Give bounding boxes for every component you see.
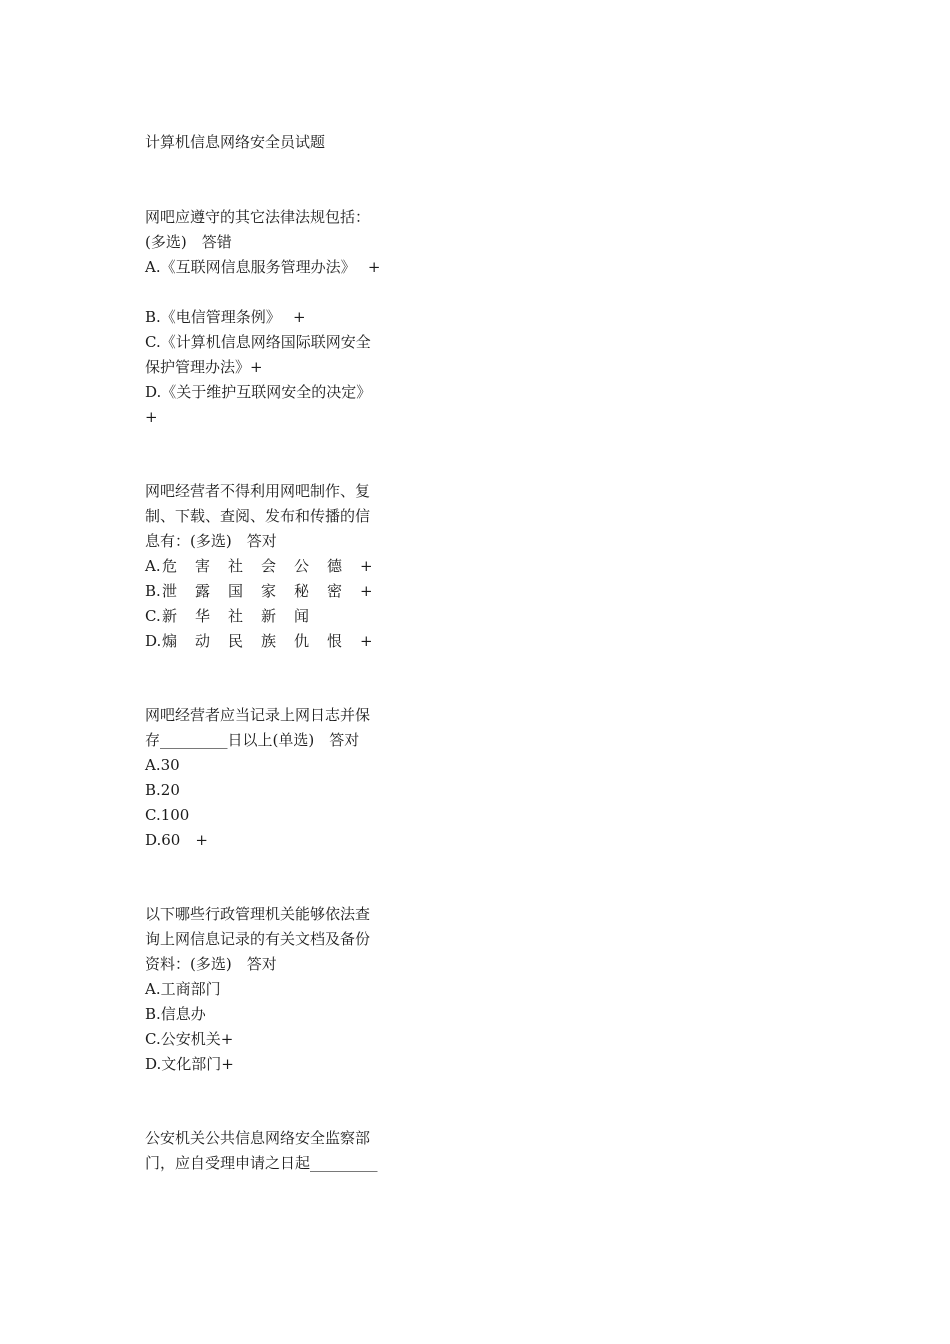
question-1 [145, 205, 415, 430]
option-char: 煽 [162, 632, 178, 650]
option-d: D.《关于维护互联网安全的决定》 [145, 383, 372, 401]
question-text-line: 以下哪些行政管理机关能够依法查 [145, 905, 371, 923]
option-char: B. [145, 582, 161, 600]
question-5 [145, 1126, 415, 1176]
option-d-marker: + [145, 408, 158, 426]
option-char: D. [145, 632, 162, 650]
option-char: 会 [261, 557, 277, 575]
option-char: 国 [228, 582, 244, 600]
option-char: 密 [327, 582, 343, 600]
question-4 [145, 902, 415, 1077]
question-text-line: 网吧经营者不得利用网吧制作、复 [145, 482, 371, 500]
option-char: 公 [294, 557, 310, 575]
option-a [145, 554, 415, 579]
option-char: 华 [195, 607, 211, 625]
option-char: 恨 [327, 632, 343, 650]
option-a: A.《互联网信息服务管理办法》 + [145, 258, 381, 276]
option-b: B.《电信管理条例》 + [145, 308, 306, 326]
question-3 [145, 703, 415, 853]
option-marker: + [360, 557, 373, 575]
question-type-result: 息有：(多选) 答对 [145, 532, 277, 550]
option-c [145, 604, 415, 629]
question-type-result: 存_________日以上(单选) 答对 [145, 731, 360, 749]
option-c: C.100 [145, 806, 190, 824]
option-marker: + [360, 632, 373, 650]
option-char: 德 [327, 557, 343, 575]
option-marker: + [360, 582, 373, 600]
option-char: 害 [195, 557, 211, 575]
question-text-line: 门，应自受理申请之日起_________ [145, 1154, 378, 1172]
option-char: 露 [195, 582, 211, 600]
option-char: 新 [261, 607, 277, 625]
option-c: C.公安机关+ [145, 1030, 234, 1048]
option-char: 社 [228, 607, 244, 625]
option-char: C. [145, 607, 161, 625]
option-b: B.20 [145, 781, 180, 799]
option-char: 闻 [294, 607, 310, 625]
question-2 [145, 479, 415, 654]
option-char: 泄 [162, 582, 178, 600]
option-char: 新 [162, 607, 178, 625]
question-type-result: 资料：(多选) 答对 [145, 955, 277, 973]
question-text-line: 公安机关公共信息网络安全监察部 [145, 1129, 371, 1147]
question-text-line: 网吧经营者应当记录上网日志并保 [145, 706, 371, 724]
blank-line [145, 280, 415, 305]
option-char: A. [145, 557, 161, 575]
option-b: B.信息办 [145, 1005, 206, 1023]
option-char: 动 [195, 632, 211, 650]
option-char: 社 [228, 557, 244, 575]
option-char: 仇 [294, 632, 310, 650]
option-d [145, 629, 415, 654]
question-text-line: 制、下载、查阅、发布和传播的信 [145, 507, 371, 525]
option-b [145, 579, 415, 604]
option-c-continued: 保护管理办法》+ [145, 358, 263, 376]
option-a: A.30 [145, 756, 180, 774]
document-title: 计算机信息网络安全员试题 [145, 133, 326, 151]
option-d: D.文化部门+ [145, 1055, 234, 1073]
question-type-result: (多选) 答错 [145, 233, 232, 251]
option-char: 族 [261, 632, 277, 650]
option-c: C.《计算机信息网络国际联网安全 [145, 333, 371, 351]
question-text-line: 网吧应遵守的其它法律法规包括： [145, 208, 371, 226]
option-char: 民 [228, 632, 244, 650]
option-char: 危 [162, 557, 178, 575]
option-a: A.工商部门 [145, 980, 221, 998]
option-d: D.60 + [145, 831, 208, 849]
option-char: 秘 [294, 582, 310, 600]
question-text-line: 询上网信息记录的有关文档及备份 [145, 930, 371, 948]
option-char: 家 [261, 582, 277, 600]
